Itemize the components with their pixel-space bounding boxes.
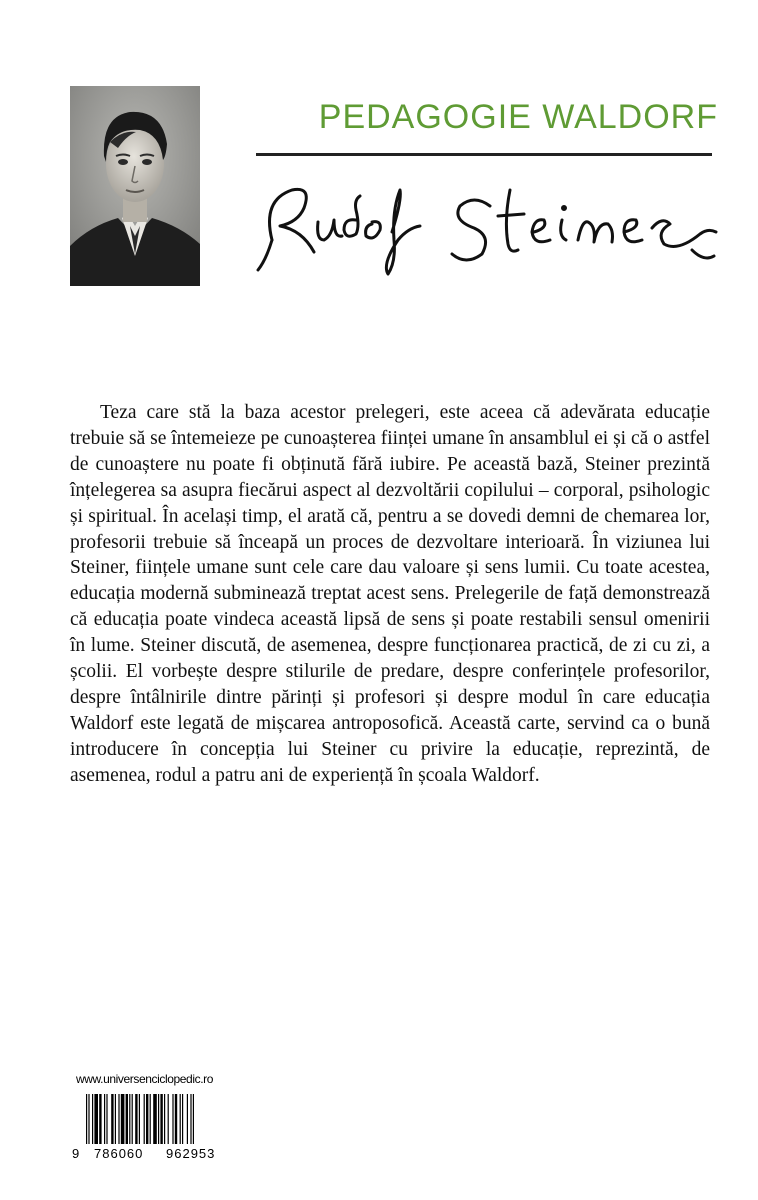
isbn-digit-prefix: 9: [72, 1146, 81, 1161]
isbn-digits-right: 962953: [166, 1146, 216, 1161]
barcode-icon: [86, 1094, 242, 1150]
isbn-barcode: [68, 1088, 242, 1168]
publisher-website[interactable]: www.universenciclopedic.ro: [76, 1072, 213, 1086]
portrait-photo-icon: [70, 86, 200, 286]
book-description: Teza care stă la baza acestor prelegeri, este aceea că adevărata educație trebuie să se întemeieze pe cunoașterea ființei umane în ansamblul ei și că o astfel de cunoaștere nu poate fi obținută fără iubire. Pe această bază, Steiner prezintă înțelegerea sa asupra fiecărui aspect al dezvoltării copilului – corporal, psihologic și spiritual. În același timp, el arată că, pentru a se dovedi demni de chemarea lor, profesorii trebuie să înceapă un proces de dezvoltare interioară. În viziunea lui Steiner, ființele umane sunt cele care dau valoare și sens lumii. Cu toate acestea, educația modernă subminează treptat acest sens. Prelegerile de față demonstrează că educația poate vindeca această lipsă de sens și poate restabili sensul omenirii în lume. Steiner discută, de asemenea, despre funcționarea practică, de zi cu zi, a școlii. El vorbește despre stilurile de predare, despre conferințele profesorilor, despre întâlnirile dintre părinți și profesori și despre modul în care educația Waldorf este legată de mișcarea antroposofică. Această carte, servind ca o bună introducere în concepția lui Steiner cu privire la educație, reprezintă, de asemenea, rodul a patru ani de experiență în școala Waldorf.: [70, 402, 710, 786]
title-divider: [256, 153, 712, 156]
series-title: PEDAGOGIE WALDORF: [318, 98, 718, 136]
isbn-digits-left: 786060: [94, 1146, 144, 1161]
author-portrait: [70, 86, 200, 286]
author-signature: [252, 170, 722, 280]
